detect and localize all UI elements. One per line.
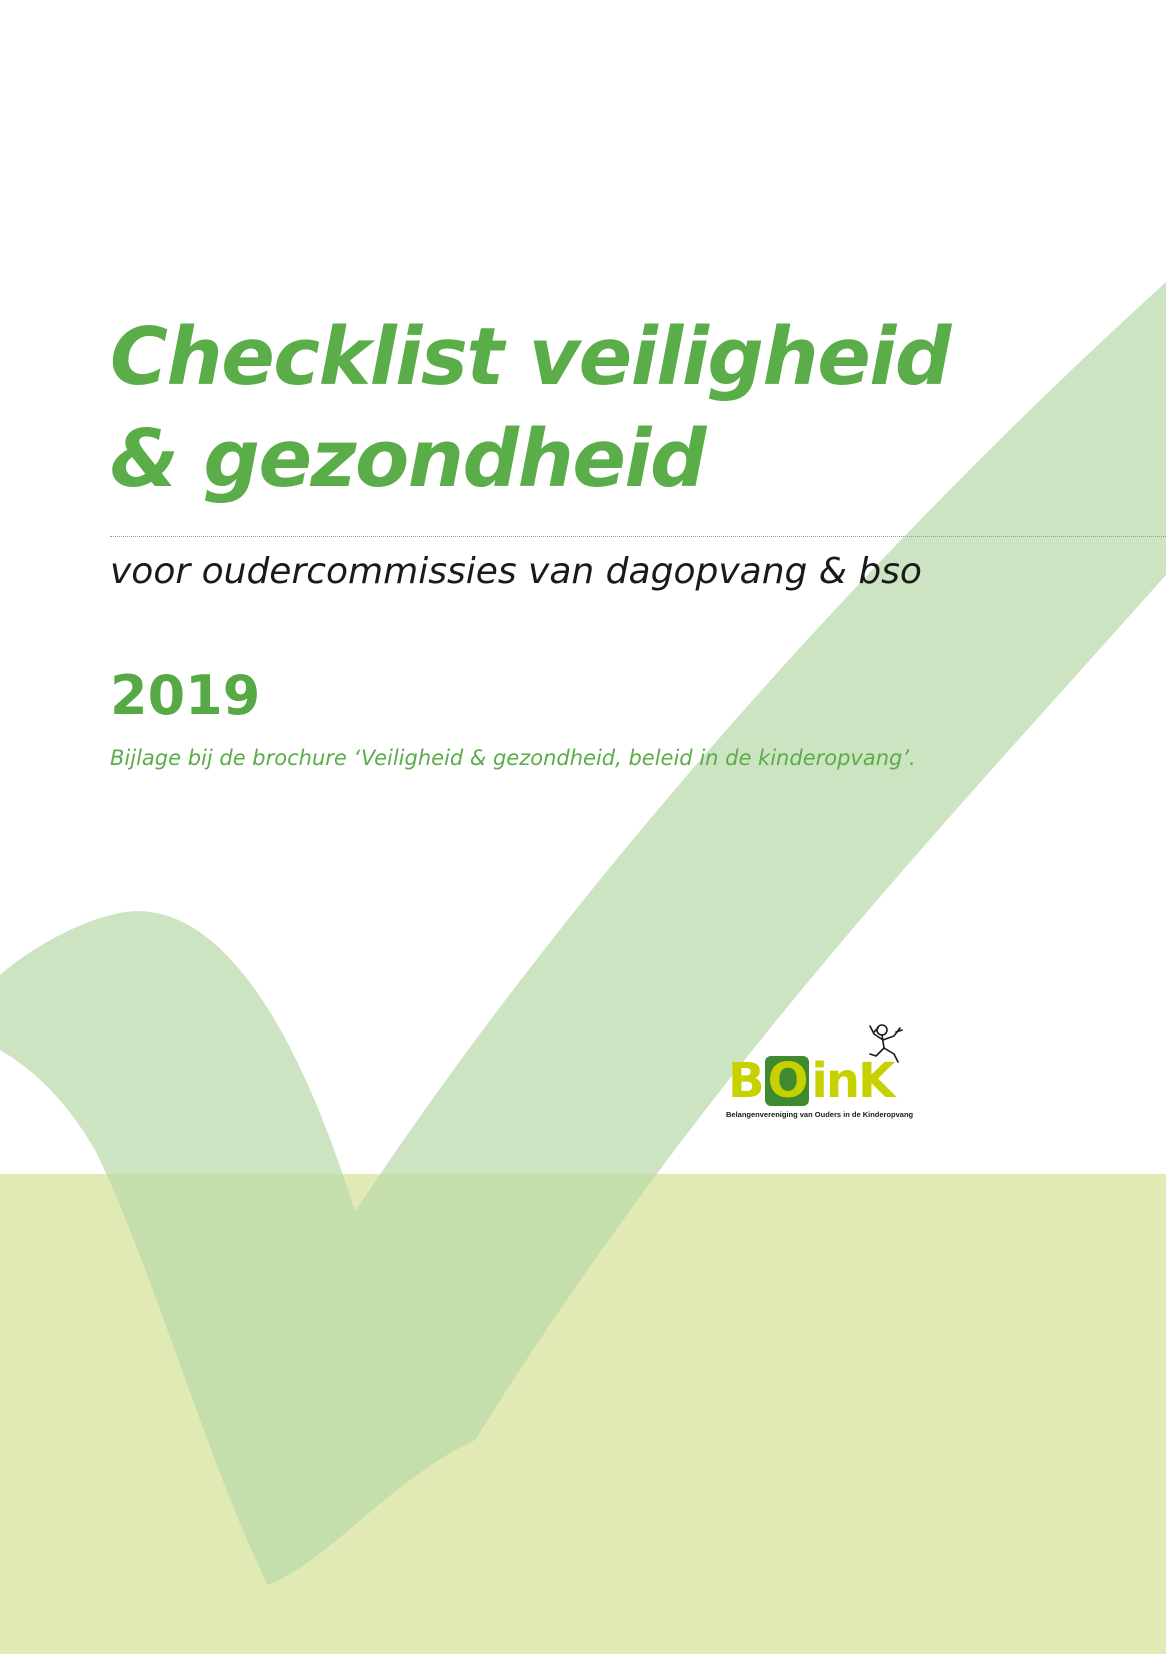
logo-wordmark — [728, 1053, 894, 1109]
title-divider — [110, 536, 1166, 537]
document-year: 2019 — [110, 664, 261, 727]
title-line-1: Checklist veiligheid — [110, 311, 950, 403]
logo-letters-ink: inK — [811, 1053, 894, 1109]
logo-tagline: Belangenvereniging van Ouders in de Kinderopvang — [726, 1110, 914, 1119]
boink-logo — [724, 1018, 954, 1128]
logo-letter-o: O — [765, 1056, 810, 1106]
document-subtitle: voor oudercommissies van dagopvang & bso — [110, 551, 922, 592]
attachment-note: Bijlage bij de brochure ‘Veiligheid & gezondheid, beleid in de kinderopvang’. — [110, 746, 916, 770]
logo-letter-b: B — [728, 1053, 763, 1109]
document-title — [110, 306, 950, 510]
title-line-2: & gezondheid — [110, 413, 706, 505]
